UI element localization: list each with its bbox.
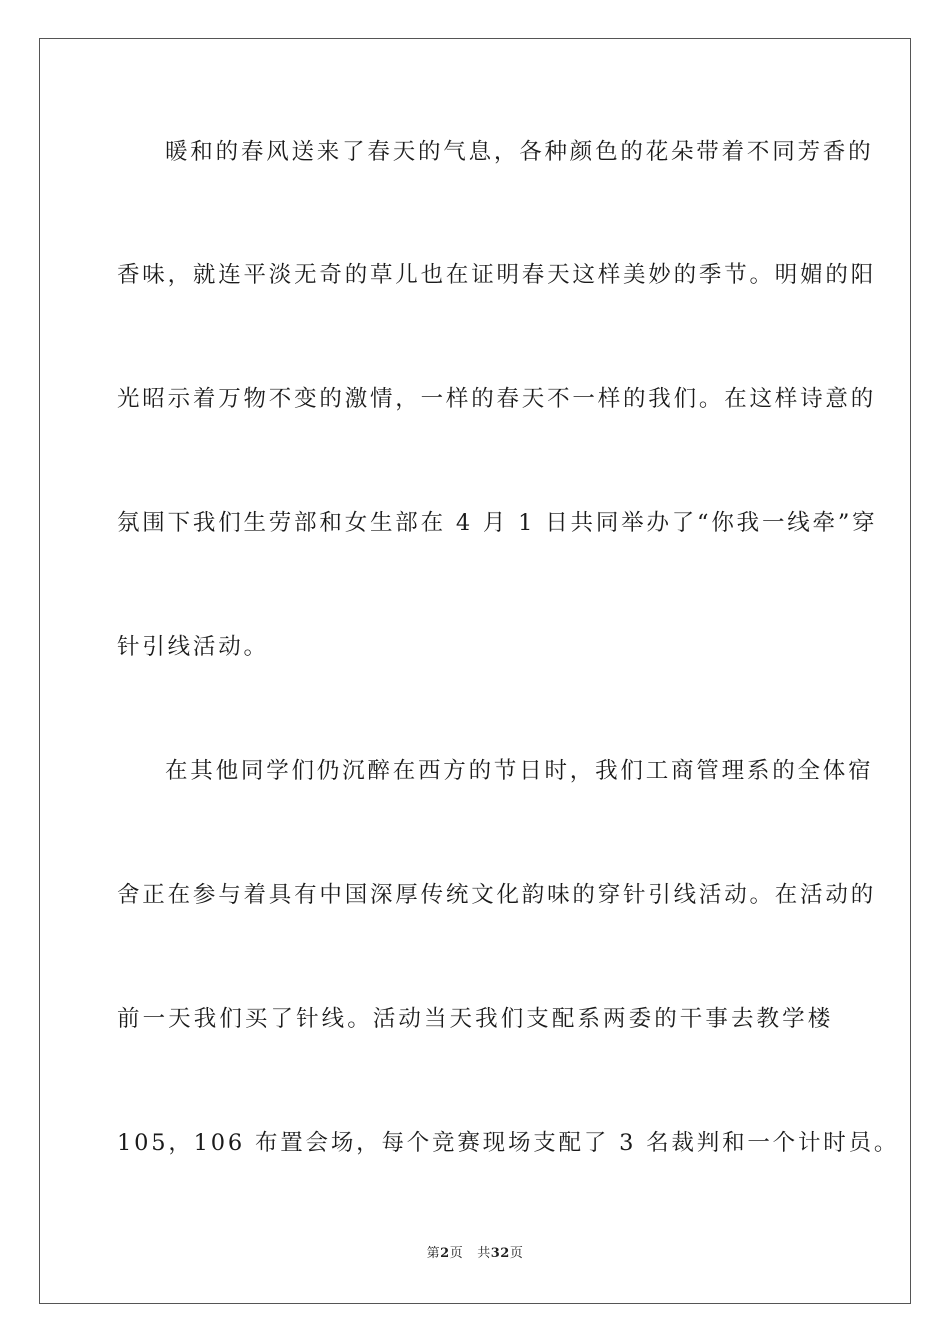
paragraph-2-line-2: 舍正在参与着具有中国深厚传统文化韵味的穿针引线活动。在活动的: [117, 882, 877, 908]
footer-page-suffix: 页: [449, 1246, 464, 1261]
page-footer: [0, 1245, 950, 1263]
footer-page-number: 2: [440, 1246, 450, 1261]
paragraph-1-line-2: 香味，就连平淡无奇的草儿也在证明春天这样美妙的季节。明媚的阳: [117, 262, 877, 288]
paragraph-1-line-4: 氛围下我们生劳部和女生部在 4 月 1 日共同举办了“你我一线牵”穿: [117, 510, 878, 536]
paragraph-1-line-3: 光昭示着万物不变的激情，一样的春天不一样的我们。在这样诗意的: [117, 386, 877, 412]
paragraph-2-line-1: 在其他同学们仍沉醉在西方的节日时，我们工商管理系的全体宿: [165, 758, 874, 784]
footer-total-number: 32: [490, 1246, 510, 1261]
paragraph-2-line-4: 105，106 布置会场，每个竞赛现场支配了 3 名裁判和一个计时员。: [117, 1130, 900, 1156]
footer-page-prefix: 第: [426, 1246, 441, 1261]
footer-total-prefix: 共: [477, 1246, 491, 1261]
paragraph-2-line-3: 前一天我们买了针线。活动当天我们支配系两委的干事去教学楼: [117, 1006, 833, 1032]
page-border: [39, 38, 911, 1304]
paragraph-1-line-5: 针引线活动。: [117, 634, 269, 660]
paragraph-1-line-1: 暖和的春风送来了春天的气息，各种颜色的花朵带着不同芳香的: [165, 139, 874, 165]
footer-total-suffix: 页: [509, 1246, 524, 1261]
